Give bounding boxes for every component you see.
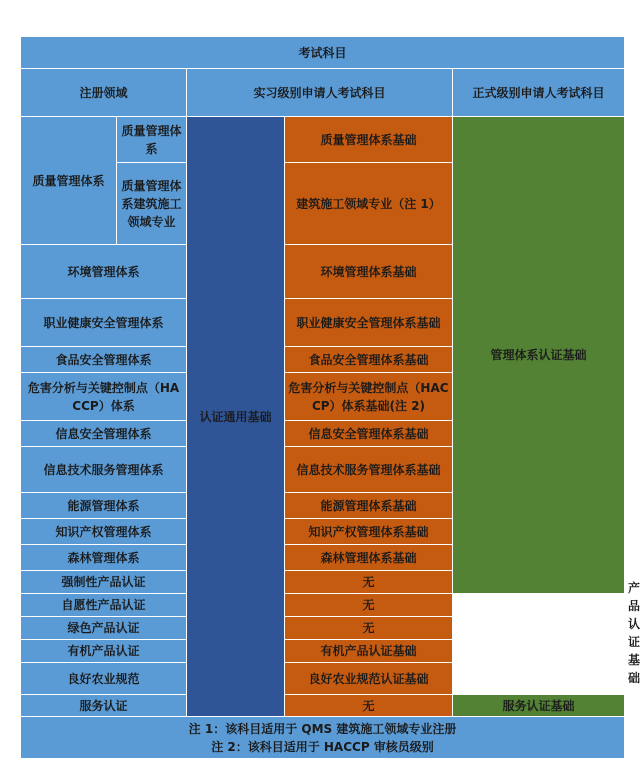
exam-subjects-table: 考试科目 注册领域 实习级别申请人考试科目 正式级别申请人考试科目 质量管理体系 质量管理体系 认证通用基础 质量管理体系基础 管理体系认证基础 质量管理体系建筑施工领域专业 建筑施工领域专业（注 1） 环境管理体系 环境管理体系基础 职业健康安全管理体系 职业健康安全管理体系基础 食品安全管理体系 食品安全管理体系基础 危害分析与关键控制点（HACCP）体系 危害分析与关键控制点（HACCP）体系基础(注 2) 信息安全管理体系 信息安全管理体系基础 信息技术服务管理体系 信息技术服务管理体系基础 能源管理体系 能源管理体系基础 知识产权管理体系 知识产权管理体系基础 森林管理体系 森林管理体系基础 强制性产品认证 无 产品认证基础 自愿性产品认证 无 绿色产品认证 无 有机产品认证 有机产品认证基础 良好农业规范 良好农业规范认证基础 服务认证 无 服务认证基础 注 1：该科目适用于 QMS 建筑施工领域专业注册 注 2：该科目适用于 HACCP 审核员级别 — [20, 36, 625, 759]
intern-subject: 森林管理体系基础 — [285, 545, 453, 571]
intern-subject: 无 — [285, 571, 453, 594]
intern-subject: 信息技术服务管理体系基础 — [285, 447, 453, 493]
intern-subject: 无 — [285, 617, 453, 640]
intern-subject: 食品安全管理体系基础 — [285, 347, 453, 373]
intern-subject: 信息安全管理体系基础 — [285, 421, 453, 447]
intern-subject: 有机产品认证基础 — [285, 640, 453, 663]
common-subject: 认证通用基础 — [187, 117, 285, 717]
intern-subject: 无 — [285, 695, 453, 717]
table-title: 考试科目 — [21, 37, 625, 69]
exam-subjects-table-wrapper — [20, 36, 640, 759]
intern-subject: 危害分析与关键控制点（HACCP）体系基础(注 2) — [285, 373, 453, 421]
domain-row: 自愿性产品认证 — [21, 594, 187, 617]
note-2: 注 2：该科目适用于 HACCP 审核员级别 — [211, 739, 434, 754]
domain-row: 知识产权管理体系 — [21, 519, 187, 545]
intern-subject: 环境管理体系基础 — [285, 245, 453, 299]
domain-row: 有机产品认证 — [21, 640, 187, 663]
intern-subject: 知识产权管理体系基础 — [285, 519, 453, 545]
intern-subject: 建筑施工领域专业（注 1） — [285, 163, 453, 245]
domain-row: 危害分析与关键控制点（HACCP）体系 — [21, 373, 187, 421]
domain-row: 环境管理体系 — [21, 245, 187, 299]
header-intern: 实习级别申请人考试科目 — [187, 69, 453, 117]
formal-subject-management: 管理体系认证基础 — [453, 117, 625, 594]
domain-row: 强制性产品认证 — [21, 571, 187, 594]
domain-qms-sub1: 质量管理体系 — [117, 117, 187, 163]
domain-row: 良好农业规范 — [21, 663, 187, 695]
domain-row: 绿色产品认证 — [21, 617, 187, 640]
domain-row: 森林管理体系 — [21, 545, 187, 571]
domain-row: 食品安全管理体系 — [21, 347, 187, 373]
intern-subject: 无 — [285, 594, 453, 617]
intern-subject: 良好农业规范认证基础 — [285, 663, 453, 695]
domain-row: 信息技术服务管理体系 — [21, 447, 187, 493]
domain-qms: 质量管理体系 — [21, 117, 117, 245]
intern-subject: 质量管理体系基础 — [285, 117, 453, 163]
header-formal: 正式级别申请人考试科目 — [453, 69, 625, 117]
note-1: 注 1：该科目适用于 QMS 建筑施工领域专业注册 — [188, 721, 457, 736]
intern-subject: 职业健康安全管理体系基础 — [285, 299, 453, 347]
intern-subject: 能源管理体系基础 — [285, 493, 453, 519]
domain-qms-sub2: 质量管理体系建筑施工领域专业 — [117, 163, 187, 245]
header-domain: 注册领域 — [21, 69, 187, 117]
domain-row: 信息安全管理体系 — [21, 421, 187, 447]
formal-subject-service: 服务认证基础 — [453, 695, 625, 717]
domain-row: 能源管理体系 — [21, 493, 187, 519]
table-notes — [21, 717, 625, 759]
domain-row: 服务认证 — [21, 695, 187, 717]
domain-row: 职业健康安全管理体系 — [21, 299, 187, 347]
